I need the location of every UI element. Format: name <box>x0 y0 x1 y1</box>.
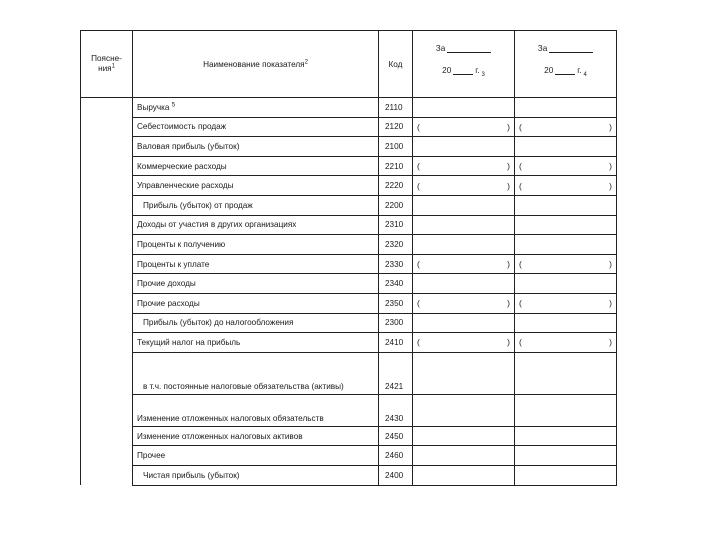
row-label-text: Изменение отложенных налоговых обязательств <box>137 413 324 423</box>
period2-value-cell[interactable] <box>515 446 617 466</box>
period2-blank-field[interactable] <box>549 43 593 53</box>
period2-value-cell[interactable] <box>515 235 617 255</box>
period2-value-cell[interactable] <box>515 195 617 215</box>
table-row <box>81 195 617 215</box>
name-column-header <box>133 31 379 98</box>
close-paren: ) <box>507 161 510 172</box>
open-paren: ( <box>417 180 420 191</box>
row-label-text: Прочие расходы <box>137 298 200 308</box>
row-label <box>133 195 379 215</box>
close-paren: ) <box>507 337 510 348</box>
period1-value-cell[interactable] <box>413 333 515 353</box>
row-code: 2450 <box>379 426 413 446</box>
table-row <box>81 352 617 394</box>
period2-column-header: За 20 г. 4 <box>515 31 617 98</box>
period1-blank-field[interactable] <box>447 43 491 53</box>
row-label <box>133 465 379 485</box>
period1-year-blank[interactable] <box>453 65 473 75</box>
name-header-footnote: 2 <box>304 58 308 65</box>
period1-year-prefix: 20 <box>442 66 452 75</box>
open-paren: ( <box>519 180 522 191</box>
table-row <box>81 313 617 333</box>
row-label-text: Валовая прибыль (убыток) <box>137 141 240 151</box>
close-paren: ) <box>609 121 612 132</box>
row-label-text: Проценты к получению <box>137 239 226 249</box>
period1-year-suffix: г. <box>475 66 480 75</box>
period1-value-cell[interactable] <box>413 426 515 446</box>
open-paren: ( <box>417 259 420 270</box>
period1-value-cell[interactable] <box>413 313 515 333</box>
period1-value-cell[interactable] <box>413 274 515 294</box>
period1-value-cell[interactable] <box>413 293 515 313</box>
row-label <box>133 117 379 137</box>
table-row <box>81 333 617 353</box>
table-row <box>81 274 617 294</box>
row-label <box>133 176 379 196</box>
row-label <box>133 98 379 118</box>
row-label <box>133 333 379 353</box>
row-code: 2421 <box>379 352 413 394</box>
period2-value-cell[interactable] <box>515 176 617 196</box>
row-label <box>133 274 379 294</box>
close-paren: ) <box>507 121 510 132</box>
period2-value-cell[interactable] <box>515 333 617 353</box>
period1-value-cell[interactable] <box>413 394 515 426</box>
period2-value-cell[interactable] <box>515 352 617 394</box>
row-label-text: Прибыль (убыток) до налогообложения <box>143 318 294 328</box>
income-statement-table <box>80 30 617 486</box>
open-paren: ( <box>519 161 522 172</box>
notes-cell[interactable] <box>81 98 133 486</box>
row-code: 2350 <box>379 293 413 313</box>
row-label-text: Коммерческие расходы <box>137 161 227 171</box>
table-row <box>81 176 617 196</box>
row-label <box>133 426 379 446</box>
row-label-footnote: 5 <box>171 102 176 109</box>
row-label-text: Выручка <box>137 102 170 112</box>
period2-value-cell[interactable] <box>515 254 617 274</box>
close-paren: ) <box>609 337 612 348</box>
open-paren: ( <box>519 259 522 270</box>
notes-header-line1: Поясне- <box>91 54 122 63</box>
row-code: 2340 <box>379 274 413 294</box>
period2-value-cell[interactable] <box>515 293 617 313</box>
row-code: 2400 <box>379 465 413 485</box>
income-statement-form <box>80 30 616 486</box>
row-code: 2120 <box>379 117 413 137</box>
close-paren: ) <box>609 259 612 270</box>
period1-value-cell[interactable] <box>413 235 515 255</box>
close-paren: ) <box>507 259 510 270</box>
period2-value-cell[interactable] <box>515 137 617 157</box>
row-label-text: Доходы от участия в других организациях <box>137 220 297 230</box>
row-label <box>133 156 379 176</box>
row-code: 2430 <box>379 394 413 426</box>
open-paren: ( <box>417 337 420 348</box>
row-label-text: Проценты к уплате <box>137 259 210 269</box>
row-label <box>133 446 379 466</box>
table-row <box>81 426 617 446</box>
period1-value-cell[interactable] <box>413 215 515 235</box>
row-code: 2320 <box>379 235 413 255</box>
row-code: 2200 <box>379 195 413 215</box>
period2-value-cell[interactable] <box>515 426 617 446</box>
period2-value-cell[interactable] <box>515 313 617 333</box>
table-row <box>81 215 617 235</box>
table-row <box>81 254 617 274</box>
row-label-text: Прочее <box>137 451 166 461</box>
row-label-text: Прибыль (убыток) от продаж <box>143 200 253 210</box>
row-label <box>133 352 379 394</box>
period1-value-cell[interactable] <box>413 195 515 215</box>
period2-value-cell[interactable] <box>515 465 617 485</box>
table-row <box>81 117 617 137</box>
open-paren: ( <box>417 298 420 309</box>
row-label-text: в т.ч. постоянные налоговые обязательства (активы) <box>143 381 344 391</box>
close-paren: ) <box>609 180 612 191</box>
period1-value-cell[interactable] <box>413 254 515 274</box>
period2-value-cell[interactable] <box>515 117 617 137</box>
row-label <box>133 394 379 426</box>
period2-year-prefix: 20 <box>544 66 554 75</box>
row-code: 2220 <box>379 176 413 196</box>
period2-value-cell[interactable] <box>515 215 617 235</box>
notes-header-footnote: 1 <box>111 63 115 70</box>
open-paren: ( <box>519 121 522 132</box>
row-label <box>133 235 379 255</box>
open-paren: ( <box>519 337 522 348</box>
table-body <box>81 98 617 486</box>
row-label-text: Текущий налог на прибыль <box>137 337 241 347</box>
row-code: 2460 <box>379 446 413 466</box>
close-paren: ) <box>507 180 510 191</box>
period2-value-cell[interactable] <box>515 98 617 118</box>
period1-value-cell[interactable] <box>413 117 515 137</box>
row-code: 2210 <box>379 156 413 176</box>
row-label-text: Изменение отложенных налоговых активов <box>137 431 303 441</box>
table-header-row <box>81 31 617 98</box>
period1-prefix: За <box>435 44 446 53</box>
row-code: 2100 <box>379 137 413 157</box>
period2-year-suffix: г. <box>577 66 582 75</box>
table-row <box>81 156 617 176</box>
period1-value-cell[interactable] <box>413 446 515 466</box>
period1-value-cell[interactable] <box>413 465 515 485</box>
period2-year-blank[interactable] <box>555 65 575 75</box>
row-label-text: Управленческие расходы <box>137 181 234 191</box>
period2-value-cell[interactable] <box>515 394 617 426</box>
table-row <box>81 137 617 157</box>
table-row <box>81 293 617 313</box>
row-label <box>133 313 379 333</box>
row-label-text: Прочие доходы <box>137 279 196 289</box>
period1-value-cell[interactable] <box>413 352 515 394</box>
row-label-text: Себестоимость продаж <box>137 122 227 132</box>
notes-column-header <box>81 31 133 98</box>
table-row <box>81 446 617 466</box>
row-code: 2110 <box>379 98 413 118</box>
row-code: 2300 <box>379 313 413 333</box>
period2-value-cell[interactable] <box>515 274 617 294</box>
table-row <box>81 98 617 118</box>
notes-header-line2: ния <box>98 64 112 73</box>
table-row <box>81 235 617 255</box>
close-paren: ) <box>609 161 612 172</box>
period1-value-cell[interactable] <box>413 137 515 157</box>
row-code: 2310 <box>379 215 413 235</box>
open-paren: ( <box>417 161 420 172</box>
period1-value-cell[interactable] <box>413 156 515 176</box>
row-label <box>133 254 379 274</box>
table-row <box>81 465 617 485</box>
row-code: 2330 <box>379 254 413 274</box>
name-header-label: Наименование показателя <box>203 59 305 69</box>
period1-column-header: За 20 г. 3 <box>413 31 515 98</box>
period1-value-cell[interactable] <box>413 98 515 118</box>
period2-value-cell[interactable] <box>515 156 617 176</box>
row-label <box>133 293 379 313</box>
row-label <box>133 215 379 235</box>
close-paren: ) <box>609 298 612 309</box>
table-row <box>81 394 617 426</box>
code-header-label: Код <box>388 59 403 69</box>
row-label-text: Чистая прибыль (убыток) <box>143 470 240 480</box>
open-paren: ( <box>519 298 522 309</box>
close-paren: ) <box>507 298 510 309</box>
period1-value-cell[interactable] <box>413 176 515 196</box>
period2-prefix: За <box>537 44 548 53</box>
open-paren: ( <box>417 121 420 132</box>
row-label <box>133 137 379 157</box>
code-column-header <box>379 31 413 98</box>
row-code: 2410 <box>379 333 413 353</box>
